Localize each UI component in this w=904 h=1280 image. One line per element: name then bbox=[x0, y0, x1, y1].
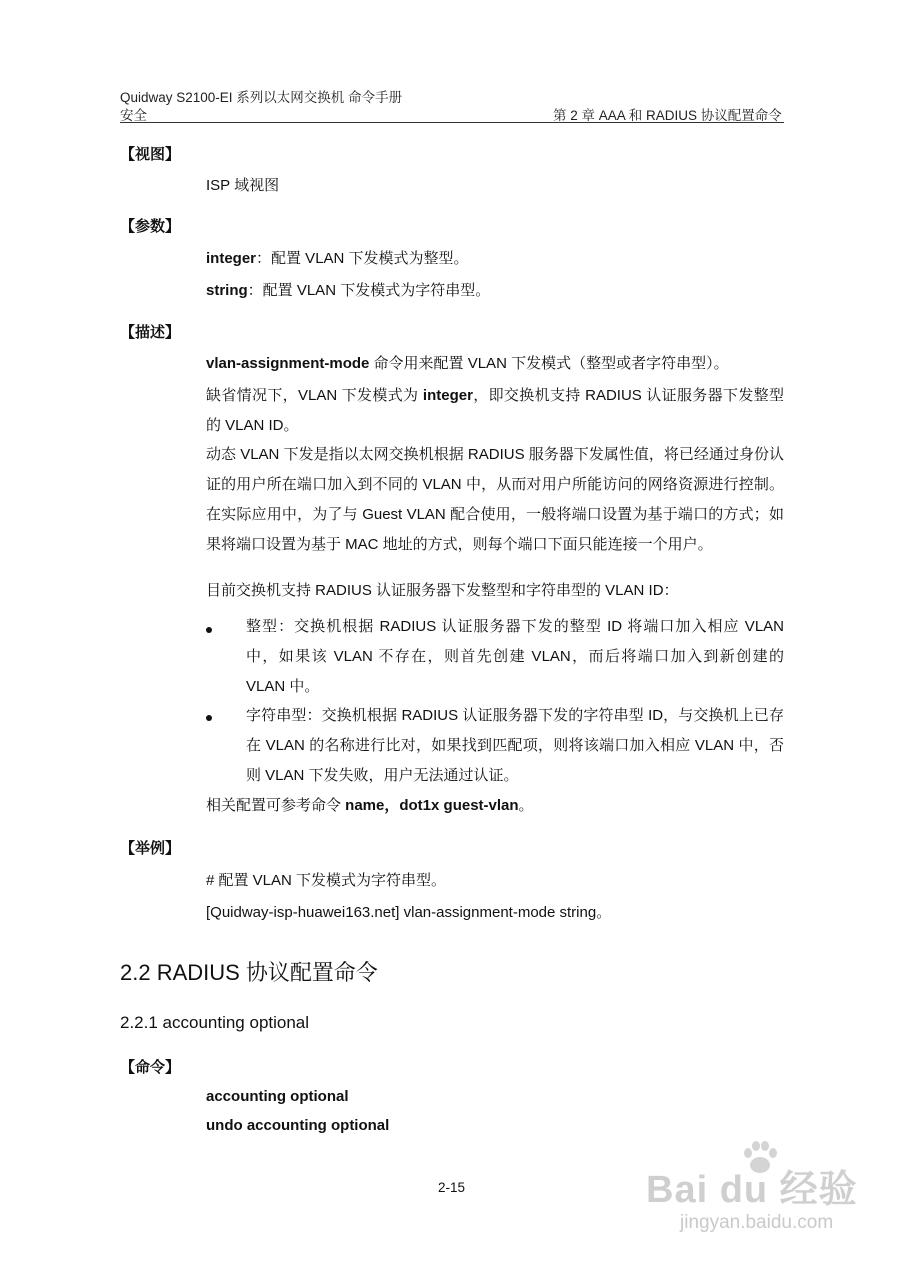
desc-command-key: vlan-assignment-mode bbox=[206, 355, 370, 372]
param-integer-key: integer bbox=[206, 250, 257, 267]
header-manual-title: Quidway S2100-EI 系列以太网交换机 命令手册 bbox=[120, 90, 403, 105]
subsection-heading: 2.2.1 accounting optional bbox=[120, 1013, 310, 1032]
param-string bbox=[206, 276, 490, 306]
desc-p2-b: ，即交换机支持 RADIUS 认证服务器下发整型的 VLAN ID。 bbox=[206, 387, 784, 434]
command-label: 【命令】 bbox=[120, 1059, 181, 1076]
page-number: 2-15 bbox=[438, 1180, 466, 1195]
view-text: ISP 域视图 bbox=[206, 177, 280, 194]
watermark-logo: Bai du 经验 bbox=[646, 1169, 858, 1211]
desc-p5-b: 。 bbox=[518, 797, 534, 814]
header-section: 安全 bbox=[120, 108, 147, 123]
bullet-dot bbox=[206, 627, 212, 633]
header-rule bbox=[120, 122, 784, 123]
example-label: 【举例】 bbox=[120, 840, 181, 857]
command-line-2: undo accounting optional bbox=[206, 1117, 390, 1134]
params-label: 【参数】 bbox=[120, 218, 181, 235]
section-heading: 2.2 RADIUS 协议配置命令 bbox=[120, 960, 378, 985]
desc-paragraph-3: 动态 VLAN 下发是指以太网交换机根据 RADIUS 服务器下发属性值，将已经通过身份认证的用户所在端口加入到不同的 VLAN 中，从而对用户所能访问的网络资源进行控制。在实际应用中，为了与 Guest VLAN 配合使用，一般将端口设置为基于端口的方式；如果将端口设置为基于 MAC 地址的方式，则每个端口下面只能连接一个用户。 bbox=[206, 446, 784, 553]
desc-p5-key: name，dot1x guest-vlan bbox=[345, 797, 519, 814]
desc-paragraph-5 bbox=[206, 791, 784, 821]
desc-p2-a: 缺省情况下，VLAN 下发模式为 bbox=[206, 387, 423, 404]
desc-paragraph-4: 目前交换机支持 RADIUS 认证服务器下发整型和字符串型的 VLAN ID： bbox=[206, 582, 679, 599]
param-integer bbox=[206, 244, 469, 274]
desc-label: 【描述】 bbox=[120, 324, 181, 341]
bullet-string: 字符串型：交换机根据 RADIUS 认证服务器下发的字符串型 ID，与交换机上已存在 VLAN 的名称进行比对，如果找到匹配项，则将该端口加入相应 VLAN 中，否则 VLAN 下发失败，用户无法通过认证。 bbox=[246, 707, 784, 784]
watermark-url: jingyan.baidu.com bbox=[680, 1212, 834, 1233]
desc-p2-key: integer bbox=[422, 387, 473, 404]
param-string-key: string bbox=[206, 282, 248, 299]
bullet-integer: 整型：交换机根据 RADIUS 认证服务器下发的整型 ID 将端口加入相应 VLAN 中，如果该 VLAN 不存在，则首先创建 VLAN，而后将端口加入到新创建的 VLAN 中。 bbox=[246, 618, 784, 695]
param-integer-text: ：配置 VLAN 下发模式为整型。 bbox=[256, 250, 469, 267]
desc-p5-a: 相关配置可参考命令 bbox=[206, 797, 346, 814]
header-chapter: 第 2 章 AAA 和 RADIUS 协议配置命令 bbox=[553, 108, 782, 123]
desc-paragraph-1 bbox=[206, 349, 784, 379]
param-string-text: ：配置 VLAN 下发模式为字符串型。 bbox=[247, 282, 491, 299]
bullet-dot bbox=[206, 715, 212, 721]
desc-p1-text: 命令用来配置 VLAN 下发模式（整型或者字符串型）。 bbox=[369, 355, 729, 372]
example-comment: # 配置 VLAN 下发模式为字符串型。 bbox=[206, 872, 447, 889]
baidu-watermark bbox=[640, 1138, 860, 1248]
example-command: [Quidway-isp-huawei163.net] vlan-assignment-mode string。 bbox=[206, 904, 612, 921]
command-line-1: accounting optional bbox=[206, 1088, 349, 1105]
desc-paragraph-2 bbox=[206, 381, 784, 441]
view-label: 【视图】 bbox=[120, 146, 181, 163]
